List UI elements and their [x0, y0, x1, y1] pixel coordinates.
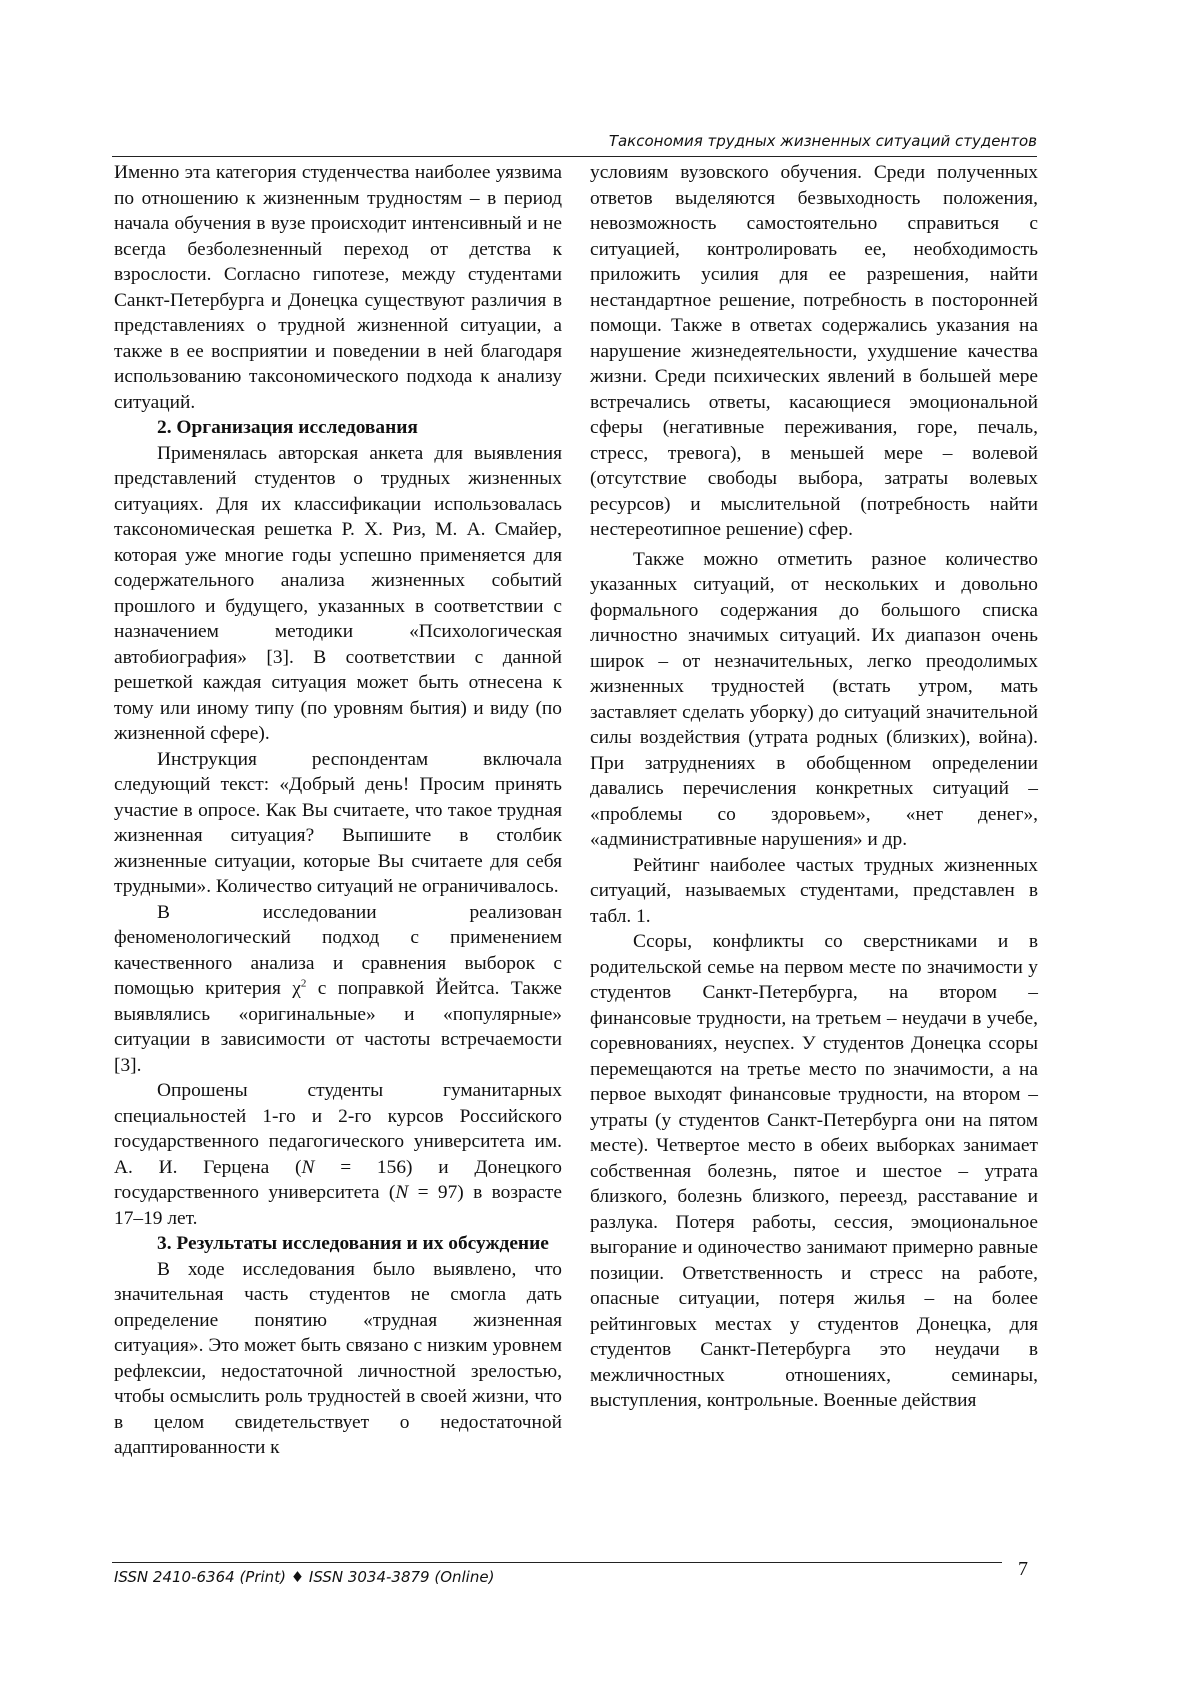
header-rule [112, 156, 1037, 157]
superscript: 2 [300, 977, 307, 990]
footer-rule [112, 1562, 1002, 1563]
paragraph: Инструкция респондентам включала следующий текст: «Добрый день! Просим принять участие в опросе. Как Вы считаете, что такое трудная жизненная ситуация? Выпишите в столбик жизненные ситуации, которые Вы считаете для себя трудными». Количество ситуаций не ограничивалось. [114, 748, 562, 897]
section-heading: 2. Организация исследования [157, 417, 418, 438]
paragraph: В ходе исследования было выявлено, что значительная часть студентов не смогла дать определение понятию «трудная жизненная ситуация». Это может быть связано с низким уровнем рефлексии, недостаточной личностной зрелостью, чтобы осмыслить роль трудностей в своей жизни, что в целом свидетельствует о недостаточной адаптированности к [114, 1258, 562, 1458]
paragraph [114, 1078, 562, 1231]
paragraph: Рейтинг наиболее частых трудных жизненных ситуаций, называемых студентами, представлен в табл. 1. [590, 854, 1038, 927]
paragraph: Ссоры, конфликты со сверстниками и в родительской семье на первом месте по значимости у студентов Санкт-Петербурга, на втором – финансовые трудности, на третьем – неудачи в учебе, соревнованиях, неуспех. У студентов Донецка ссоры перемещаются на третье место по значимости, а на первое выходят финансовые трудности, на втором – утраты (у студентов Санкт-Петербурга они на пятом месте). Четвертое место в обеих выборках занимает собственная болезнь, пятое и шестое – утрата близкого, болезнь близкого, переезд, расставание и разлука. Потеря работы, сессия, эмоциональное выгорание и одиночество занимают примерно равные позиции. Ответственность и стресс на работе, опасные ситуации, потеря жилья – на более рейтинговых местах у студентов Донецка, для студентов Санкт-Петербурга это неудачи в межличностных отношениях, семинары, выступления, контрольные. Военные действия [590, 931, 1038, 1411]
right-column [590, 160, 1038, 1414]
paragraph [114, 900, 562, 1079]
running-title: Таксономия трудных жизненных ситуаций студентов [608, 132, 1037, 150]
text-run: = 156) и Донецкого государственного университета ( [114, 1156, 562, 1203]
paragraph: Применялась авторская анкета для выявления представлений студентов о трудных жизненных ситуациях. Для их классификации использовалась таксономическая решетка Р. Х. Риз, М. А. Смайер, которая уже многие годы успешно применяется для содержательного анализа жизненных событий прошлого и будущего, указанных в соответствии с назначением методики «Психологическая автобиография» [3]. В соответствии с данной решеткой каждая ситуация может быть отнесена к тому или иному типу (по уровням бытия) и виду (по жизненной сфере). [114, 442, 562, 744]
italic-n: N [395, 1182, 409, 1203]
issn-line: ISSN 2410-6364 (Print) ♦ ISSN 3034-3879 (Online) [114, 1568, 495, 1586]
text-run: В исследовании реализован феноменологический подход с применением качественного анализа и сравнения выборок с помощью критерия χ [114, 901, 562, 999]
italic-n: N [301, 1156, 315, 1178]
section-heading: 3. Результаты исследования и их обсуждение [157, 1233, 549, 1254]
left-column [114, 160, 562, 1461]
paragraph: условиям вузовского обучения. Среди полученных ответов выделяются безвыходность положения, невозможность самостоятельно справиться с ситуацией, контролировать ее, необходимость приложить усилия для ее разрешения, найти нестандартное решение, потребность в посторонней помощи. Также в ответах содержались указания на нарушение жизнедеятельности, ухудшение качества жизни. Среди психических явлений в большей мере встречались ответы, касающиеся эмоциональной сферы (негативные переживания, горе, печаль, стресс, тревога), в меньшей мере – волевой (отсутствие свободы выбора, затраты волевых ресурсов) и мыслительной (потребность найти нестереотипное решение) сфер. [590, 162, 1038, 540]
paragraph: Именно эта категория студенчества наиболее уязвима по отношению к жизненным трудностям – в период начала обучения в вузе происходит интенсивный и не всегда безболезненный переход от детства к взрослости. Согласно гипотезе, между студентами Санкт-Петербурга и Донецка существуют различия в представлениях о трудной жизненной ситуации, а также в ее восприятии и поведении в ней благодаря использованию таксономического подхода к анализу ситуаций. [114, 162, 562, 413]
text-run: с поправкой Йейтса. Также выявлялись «оригинальные» и «популярные» ситуации в зависимости от частоты встречаемости [3]. [114, 978, 563, 1076]
page-number: 7 [1018, 1558, 1028, 1580]
paragraph: Также можно отметить разное количество указанных ситуаций, от нескольких и довольно формального содержания до большого списка личностно значимых ситуаций. Их диапазон очень широк – от незначительных, легко преодолимых жизненных трудностей (встать утром, мать заставляет сделать уборку) до ситуаций значительной силы воздействия (утрата родных (близких), война). При затруднениях в обобщенном определении давались перечисления конкретных ситуаций – «проблемы со здоровьем», «нет денег», «административные нарушения» и др. [590, 548, 1038, 850]
text-run: = 97) в возрасте 17–19 лет. [114, 1182, 562, 1229]
text-run: Опрошены студенты гуманитарных специальностей 1-го и 2-го курсов Российского государственного педагогического университета им. А. И. Герцена ( [114, 1080, 562, 1178]
